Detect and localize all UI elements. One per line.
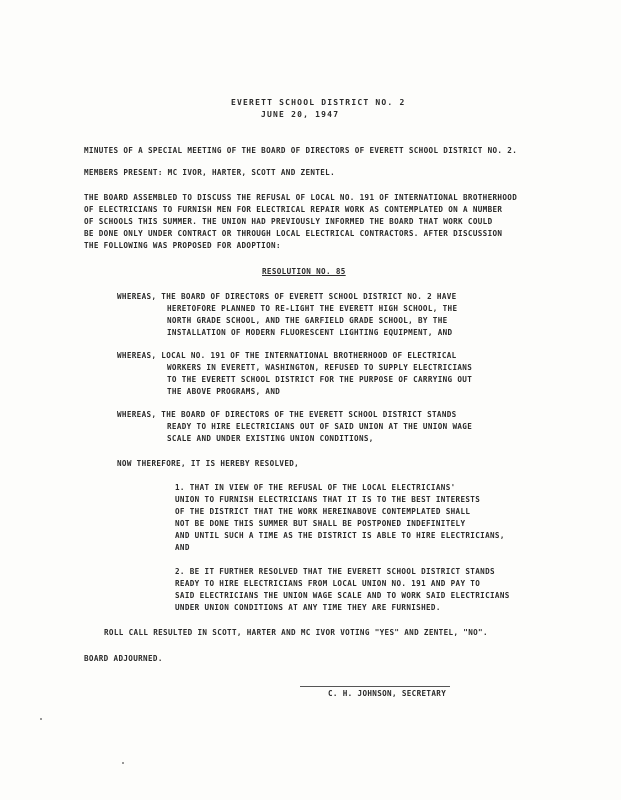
point-1-line: AND UNTIL SUCH A TIME AS THE DISTRICT IS ABLE TO HIRE ELECTRICIANS, [175, 531, 505, 540]
meeting-date: JUNE 20, 1947 [261, 110, 340, 119]
whereas-2-line: WORKERS IN EVERETT, WASHINGTON, REFUSED TO SUPPLY ELECTRICIANS [167, 363, 473, 372]
whereas-1-line: INSTALLATION OF MODERN FLUORESCENT LIGHTING EQUIPMENT, AND [167, 328, 453, 337]
roll-call-vote: ROLL CALL RESULTED IN SCOTT, HARTER AND MC IVOR VOTING "YES" AND ZENTEL, "NO". [104, 628, 488, 637]
scan-speck [40, 718, 42, 720]
body-line: THE BOARD ASSEMBLED TO DISCUSS THE REFUSAL OF LOCAL NO. 191 OF INTERNATIONAL BROTHERHOOD [84, 193, 518, 202]
intro-line: MINUTES OF A SPECIAL MEETING OF THE BOARD OF DIRECTORS OF EVERETT SCHOOL DISTRICT NO. 2. [84, 146, 518, 155]
resolution-title: RESOLUTION NO. 85 [262, 267, 346, 276]
point-1-line: OF THE DISTRICT THAT THE WORK HEREINABOVE CONTEMPLATED SHALL [175, 507, 471, 516]
point-2-line: UNDER UNION CONDITIONS AT ANY TIME THEY ARE FURNISHED. [175, 603, 441, 612]
members-present: MEMBERS PRESENT: MC IVOR, HARTER, SCOTT AND ZENTEL. [84, 168, 336, 177]
point-2-line: READY TO HIRE ELECTRICIANS FROM LOCAL UNION NO. 191 AND PAY TO [175, 579, 481, 588]
board-adjourned: BOARD ADJOURNED. [84, 654, 163, 663]
whereas-2-line: TO THE EVERETT SCHOOL DISTRICT FOR THE PURPOSE OF CARRYING OUT [167, 375, 473, 384]
body-line: OF ELECTRICIANS TO FURNISH MEN FOR ELECTRICAL REPAIR WORK AS CONTEMPLATED ON A NUMBER [84, 205, 503, 214]
point-1-line: 1. THAT IN VIEW OF THE REFUSAL OF THE LOCAL ELECTRICIANS' [175, 483, 456, 492]
body-line: OF SCHOOLS THIS SUMMER. THE UNION HAD PREVIOUSLY INFORMED THE BOARD THAT WORK COULD [84, 217, 493, 226]
body-line: BE DONE ONLY UNDER CONTRACT OR THROUGH LOCAL ELECTRICAL CONTRACTORS. AFTER DISCUSSION [84, 229, 503, 238]
whereas-2-line: WHEREAS, LOCAL NO. 191 OF THE INTERNATIONAL BROTHERHOOD OF ELECTRICAL [117, 351, 457, 360]
scan-speck [122, 762, 124, 764]
whereas-1-line: HERETOFORE PLANNED TO RE-LIGHT THE EVERETT HIGH SCHOOL, THE [167, 304, 458, 313]
whereas-3-line: SCALE AND UNDER EXISTING UNION CONDITIONS, [167, 434, 374, 443]
point-2-line: 2. BE IT FURTHER RESOLVED THAT THE EVERETT SCHOOL DISTRICT STANDS [175, 567, 495, 576]
point-2-line: SAID ELECTRICIANS THE UNION WAGE SCALE AND TO WORK SAID ELECTRICIANS [175, 591, 510, 600]
whereas-3-line: WHEREAS, THE BOARD OF DIRECTORS OF THE EVERETT SCHOOL DISTRICT STANDS [117, 410, 457, 419]
whereas-1-line: WHEREAS, THE BOARD OF DIRECTORS OF EVERETT SCHOOL DISTRICT NO. 2 HAVE [117, 292, 457, 301]
body-line: THE FOLLOWING WAS PROPOSED FOR ADOPTION: [84, 241, 281, 250]
whereas-3-line: READY TO HIRE ELECTRICIANS OUT OF SAID UNION AT THE UNION WAGE [167, 422, 473, 431]
district-heading: EVERETT SCHOOL DISTRICT NO. 2 [231, 98, 406, 107]
point-1-line: AND [175, 543, 190, 552]
whereas-1-line: NORTH GRADE SCHOOL, AND THE GARFIELD GRADE SCHOOL, BY THE [167, 316, 448, 325]
now-therefore: NOW THEREFORE, IT IS HEREBY RESOLVED, [117, 459, 300, 468]
whereas-2-line: THE ABOVE PROGRAMS, AND [167, 387, 281, 396]
signature-line [300, 686, 450, 687]
point-1-line: NOT BE DONE THIS SUMMER BUT SHALL BE POSTPONED INDEFINITELY [175, 519, 466, 528]
point-1-line: UNION TO FURNISH ELECTRICIANS THAT IT IS TO THE BEST INTERESTS [175, 495, 481, 504]
secretary-signature: C. H. JOHNSON, SECRETARY [328, 689, 447, 698]
